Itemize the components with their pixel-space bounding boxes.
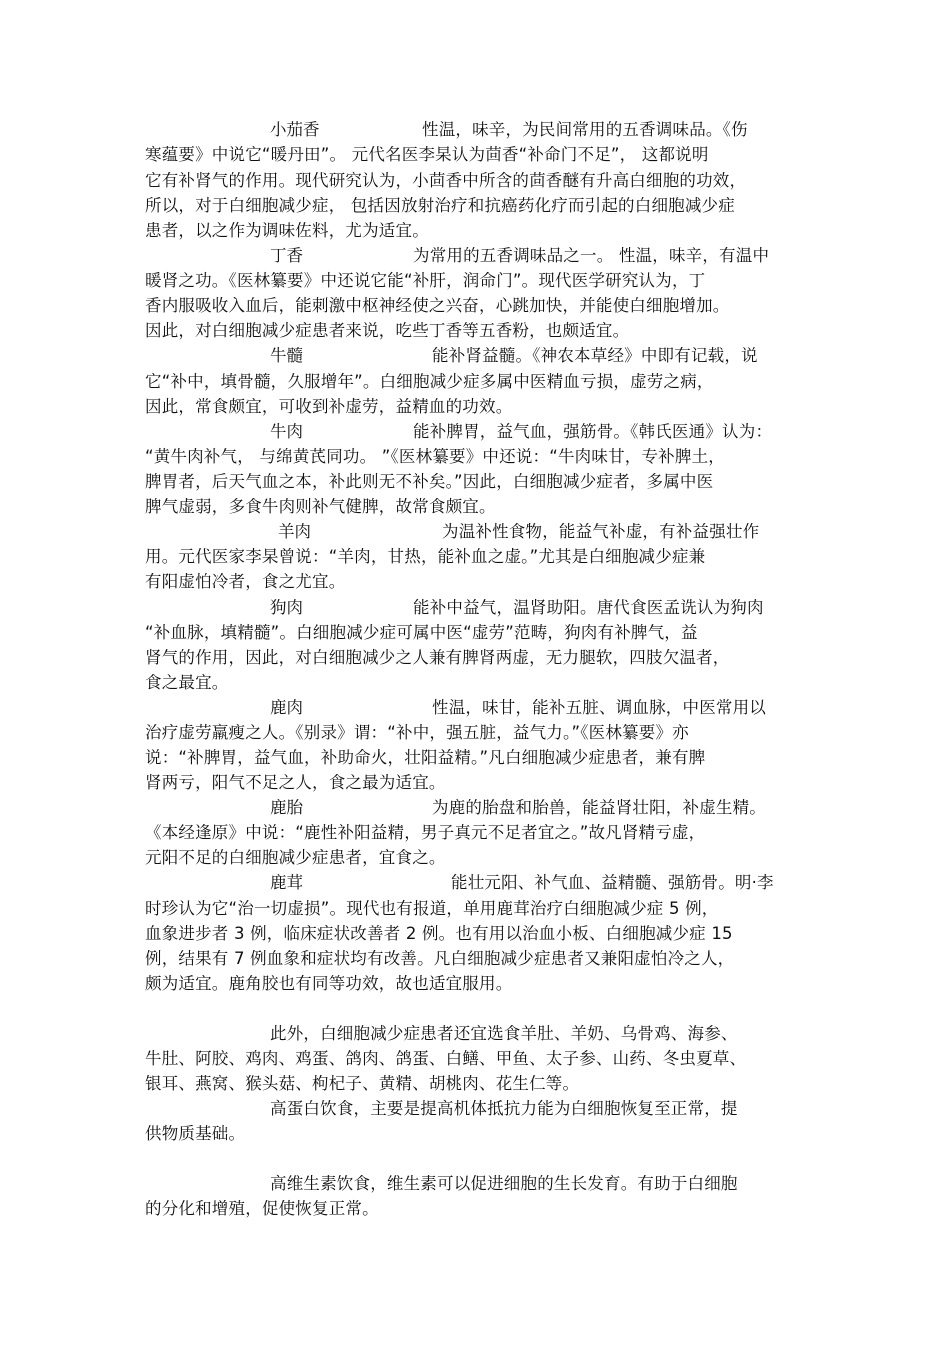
term-dingxiang: 丁香 [270, 246, 303, 265]
text-line: 此外，白细胞减少症患者还宜选食羊肚、羊奶、乌骨鸡、海参、 [270, 1024, 738, 1043]
text-line: 为常用的五香调味品之一。 性温，味辛，有温中 [413, 246, 770, 265]
text-line: 供物质基础。 [145, 1124, 246, 1143]
text-line: 用。元代医家李杲曾说：“羊肉，甘热，能补血之虚。”尤其是白细胞减少症兼 [145, 547, 706, 566]
text-line: 能壮元阳、补气血、益精髓、强筋骨。明·李 [451, 873, 774, 892]
text-line: 它有补肾气的作用。现代研究认为，小茴香中所含的茴香醚有升高白细胞的功效， [145, 171, 747, 190]
text-line: 香内服吸收入血后，能刺激中枢神经使之兴奋，心跳加快，并能使白细胞增加。 [145, 296, 730, 315]
text-line: “黄牛肉补气， 与绵黄芪同功。 ”《医林纂要》中还说：“牛肉味甘，专补脾土， [145, 447, 725, 466]
text-line: 脾胃者，后天气血之本，补此则无不补矣。”因此，白细胞减少症者，多属中医 [145, 472, 714, 491]
text-line: 肾气的作用，因此，对白细胞减少之人兼有脾肾两虚，无力腿软，四肢欠温者， [145, 648, 730, 667]
text-line: 为温补性食物，能益气补虚，有补益强壮作 [442, 522, 760, 541]
text-line: 因此，常食颇宜，可收到补虚劳，益精血的功效。 [145, 397, 513, 416]
term-lurou: 鹿肉 [270, 698, 303, 717]
text-line: “补血脉，填精髓”。白细胞减少症可属中医“虚劳”范畴，狗肉有补脾气，益 [145, 623, 698, 642]
text-line: 它“补中，填骨髓，久服增年”。白细胞减少症多属中医精血亏损，虚劳之病， [145, 372, 714, 391]
text-line: 能补脾胃，益气血，强筋骨。《韩氏医通》认为： [413, 422, 773, 441]
text-line: 寒蕴要》中说它“暖丹田”。 元代名医李杲认为茴香“补命门不足”， 这都说明 [145, 145, 709, 164]
text-line: 暖肾之功。《医林纂要》中还说它能“补肝，润命门”。现代医学研究认为，丁 [145, 271, 706, 290]
text-line: 时珍认为它“治一切虚损”。现代也有报道，单用鹿茸治疗白细胞减少症 5 例， [145, 899, 719, 918]
text-line: 银耳、燕窝、猴头菇、枸杞子、黄精、胡桃肉、花生仁等。 [145, 1074, 580, 1093]
text-line: 治疗虚劳羸瘦之人。《别录》谓：“补中，强五脏，益气力。”《医林纂要》亦 [145, 723, 689, 742]
term-niusui: 牛髓 [270, 346, 303, 365]
text-line: 牛肚、阿胶、鸡肉、鸡蛋、鸽肉、鸽蛋、白鳝、甲鱼、太子参、山药、冬虫夏草、 [145, 1049, 747, 1068]
text-line: 为鹿的胎盘和胎兽，能益肾壮阳，补虚生精。 [432, 798, 766, 817]
text-line: 肾两亏，阳气不足之人，食之最为适宜。 [145, 773, 446, 792]
text-line: 高维生素饮食，维生素可以促进细胞的生长发育。有助于白细胞 [270, 1174, 738, 1193]
text-line: 的分化和增殖，促使恢复正常。 [145, 1199, 379, 1218]
text-line: 食之最宜。 [145, 673, 229, 692]
text-line: 能补肾益髓。《神农本草经》中即有记载，说 [432, 346, 758, 365]
text-line: 性温，味甘，能补五脏、调血脉，中医常用以 [432, 698, 766, 717]
text-line: 脾气虚弱，多食牛肉则补气健脾，故常食颇宜。 [145, 497, 496, 516]
text-line: 因此，对白细胞减少症患者来说，吃些丁香等五香粉，也颇适宜。 [145, 321, 630, 340]
term-gourou: 狗肉 [270, 598, 303, 617]
text-line: 例，结果有 7 例血象和症状均有改善。凡白细胞减少症患者又兼阳虚怕冷之人， [145, 949, 735, 968]
text-line: 元阳不足的白细胞减少症患者，宜食之。 [145, 848, 446, 867]
term-xiaoqiexiang: 小茄香 [270, 120, 320, 139]
term-yangrou: 羊肉 [278, 522, 311, 541]
text-line: 有阳虚怕冷者，食之尤宜。 [145, 572, 346, 591]
text-line: 血象进步者 3 例，临床症状改善者 2 例。也有用以治血小板、白细胞减少症 15 [145, 924, 733, 943]
term-lurong: 鹿茸 [270, 873, 303, 892]
term-lutai: 鹿胎 [270, 798, 303, 817]
text-line: 高蛋白饮食，主要是提高机体抵抗力能为白细胞恢复至正常，提 [270, 1099, 738, 1118]
text-line: 说：“补脾胃，益气血，补助命火，壮阳益精。”凡白细胞减少症患者，兼有脾 [145, 748, 706, 767]
text-line: 颇为适宜。鹿角胶也有同等功效，故也适宜服用。 [145, 974, 513, 993]
text-line: 性温，味辛，为民间常用的五香调味品。《伤 [422, 120, 748, 139]
text-line: 所以，对于白细胞减少症， 包括因放射治疗和抗癌药化疗而引起的白细胞减少症 [145, 196, 735, 215]
term-niurou: 牛肉 [270, 422, 303, 441]
text-line: 患者，以之作为调味佐料，尤为适宜。 [145, 221, 429, 240]
text-line: 《本经逢原》中说：“鹿性补阳益精，男子真元不足者宜之。”故凡肾精亏虚， [145, 823, 706, 842]
text-line: 能补中益气，温肾助阳。唐代食医孟诜认为狗肉 [413, 598, 764, 617]
